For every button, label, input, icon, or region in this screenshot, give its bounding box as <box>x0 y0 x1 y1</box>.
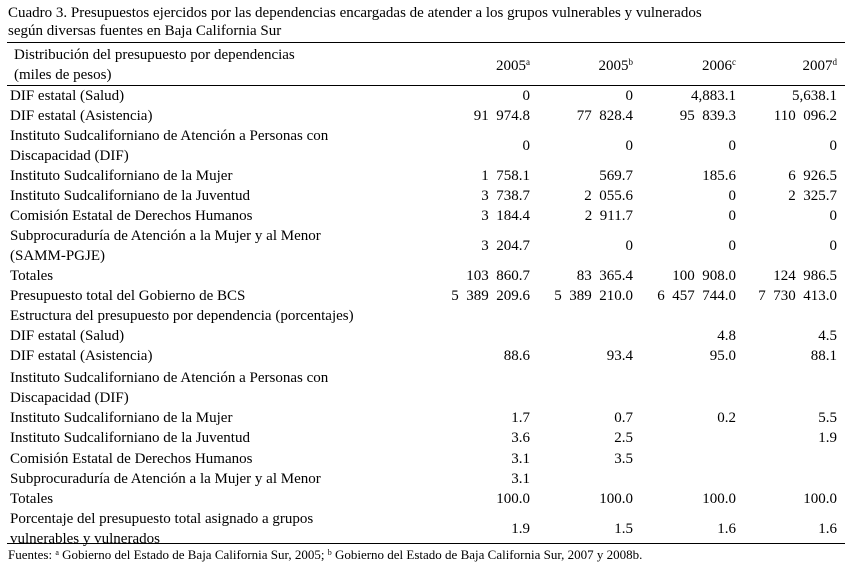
row-value: 4,883.1 <box>691 88 736 104</box>
row-value: 83 365.4 <box>576 268 633 284</box>
row-value: 0.7 <box>614 410 633 426</box>
header-label-line2: (miles de pesos) <box>14 67 112 83</box>
table-row <box>0 286 850 306</box>
table-row <box>0 346 850 366</box>
row-label: Subprocuraduría de Atención a la Mujer y al Menor (SAMM-PGJE) <box>10 228 321 264</box>
row-value: 100.0 <box>496 491 530 507</box>
row-value: 7 730 413.0 <box>758 288 837 304</box>
row-value: 0 <box>728 138 736 154</box>
row-label: DIF estatal (Salud) <box>10 328 125 344</box>
table-title-line1: Cuadro 3. Presupuestos ejercidos por las dependencias encargadas de atender a los grupos vulnerables y vulnerados <box>8 5 702 21</box>
row-value: 100 908.0 <box>672 268 736 284</box>
row-value: 0 <box>829 238 837 254</box>
row-value: 185.6 <box>702 168 736 184</box>
table-row <box>0 266 850 286</box>
row-label: DIF estatal (Asistencia) <box>10 108 153 124</box>
row-label: Instituto Sudcaliforniano de la Mujer <box>10 168 233 184</box>
row-value: 4.5 <box>818 328 837 344</box>
row-value: 3.1 <box>511 471 530 487</box>
row-value: 3.6 <box>511 430 530 446</box>
row-value: 93.4 <box>606 348 633 364</box>
row-value: 0 <box>728 188 736 204</box>
row-value: 0 <box>625 138 633 154</box>
table-row <box>0 126 850 166</box>
row-value: 569.7 <box>599 168 633 184</box>
header-year-1: 2005$^a$ <box>496 57 530 74</box>
table-row <box>0 368 850 408</box>
row-value: 0 <box>625 88 633 104</box>
row-label: Comisión Estatal de Derechos Humanos <box>10 451 253 467</box>
row-label: Estructura del presupuesto por dependencia (porcentajes) <box>10 308 354 324</box>
table-title-line2: según diversas fuentes en Baja California Sur <box>8 23 282 39</box>
row-value: 110 096.2 <box>773 108 837 124</box>
row-value: 3.5 <box>614 451 633 467</box>
row-value: 2 911.7 <box>584 208 633 224</box>
table-row <box>0 326 850 346</box>
row-value: 2 325.7 <box>788 188 837 204</box>
row-value: 6 457 744.0 <box>657 288 736 304</box>
row-value: 1.9 <box>818 430 837 446</box>
row-label: Porcentaje del presupuesto total asignado a grupos vulnerables y vulnerados <box>10 511 314 547</box>
row-label: Instituto Sudcaliforniano de Atención a Personas con Discapacidad (DIF) <box>10 370 329 406</box>
row-value: 2 055.6 <box>584 188 633 204</box>
table-row <box>0 226 850 266</box>
table-row <box>0 306 850 326</box>
row-value: 88.1 <box>810 348 837 364</box>
row-value: 5.5 <box>818 410 837 426</box>
row-value: 5,638.1 <box>792 88 837 104</box>
table-title <box>8 4 844 40</box>
row-value: 100.0 <box>803 491 837 507</box>
row-value: 1.5 <box>614 521 633 537</box>
row-value: 3 204.7 <box>481 238 530 254</box>
row-value: 3 738.7 <box>481 188 530 204</box>
table-row <box>0 166 850 186</box>
table-row <box>0 489 850 509</box>
row-value: 4.8 <box>717 328 736 344</box>
row-label: Totales <box>10 268 54 284</box>
row-label: Instituto Sudcaliforniano de la Juventud <box>10 188 250 204</box>
row-value: 1.7 <box>511 410 530 426</box>
row-label: Instituto Sudcaliforniano de la Juventud <box>10 430 250 446</box>
row-value: 100.0 <box>702 491 736 507</box>
row-value: 0 <box>728 238 736 254</box>
row-label: Instituto Sudcaliforniano de la Mujer <box>10 410 233 426</box>
header-label-line1: Distribución del presupuesto por dependencias <box>14 47 295 63</box>
row-value: 124 986.5 <box>773 268 837 284</box>
row-value: 0 <box>829 208 837 224</box>
row-value: 95.0 <box>709 348 736 364</box>
table-row <box>0 469 850 489</box>
top-rule <box>7 42 845 43</box>
row-value: 1.6 <box>818 521 837 537</box>
row-label: Instituto Sudcaliforniano de Atención a Personas con Discapacidad (DIF) <box>10 128 329 164</box>
row-value: 3.1 <box>511 451 530 467</box>
row-label: Subprocuraduría de Atención a la Mujer y al Menor <box>10 471 321 487</box>
row-label: DIF estatal (Salud) <box>10 88 125 104</box>
row-value: 0 <box>522 138 530 154</box>
row-value: 6 926.5 <box>788 168 837 184</box>
bottom-rule <box>7 543 845 544</box>
table-row <box>0 86 850 106</box>
row-value: 77 828.4 <box>576 108 633 124</box>
table-row <box>0 408 850 428</box>
table-row <box>0 106 850 126</box>
row-value: 0 <box>728 208 736 224</box>
header-year-3: 2006$^c$ <box>702 57 736 74</box>
row-label: Totales <box>10 491 54 507</box>
row-value: 5 389 210.0 <box>554 288 633 304</box>
row-value: 0.2 <box>717 410 736 426</box>
row-value: 0 <box>522 88 530 104</box>
row-value: 3 184.4 <box>481 208 530 224</box>
row-value: 95 839.3 <box>679 108 736 124</box>
footnote: Fuentes: $^a$ Gobierno del Estado de Baja California Sur, 2005; $^b$ Gobierno del Estado de Baja California Sur, 2007 y 2008b. <box>8 547 643 562</box>
table-row <box>0 428 850 448</box>
row-value: 1.6 <box>717 521 736 537</box>
row-value: 100.0 <box>599 491 633 507</box>
row-value: 91 974.8 <box>473 108 530 124</box>
row-value: 1 758.1 <box>481 168 530 184</box>
header-year-4: 2007$^d$ <box>802 57 837 74</box>
row-value: 5 389 209.6 <box>451 288 530 304</box>
row-label: Comisión Estatal de Derechos Humanos <box>10 208 253 224</box>
header-year-2: 2005$^b$ <box>598 57 633 74</box>
table-row <box>0 206 850 226</box>
row-value: 103 860.7 <box>466 268 530 284</box>
row-value: 0 <box>625 238 633 254</box>
row-label: DIF estatal (Asistencia) <box>10 348 153 364</box>
row-value: 0 <box>829 138 837 154</box>
row-value: 88.6 <box>503 348 530 364</box>
table-row <box>0 449 850 469</box>
row-label: Presupuesto total del Gobierno de BCS <box>10 288 246 304</box>
row-value: 1.9 <box>511 521 530 537</box>
header-label <box>14 45 314 85</box>
table-row <box>0 186 850 206</box>
row-value: 2.5 <box>614 430 633 446</box>
